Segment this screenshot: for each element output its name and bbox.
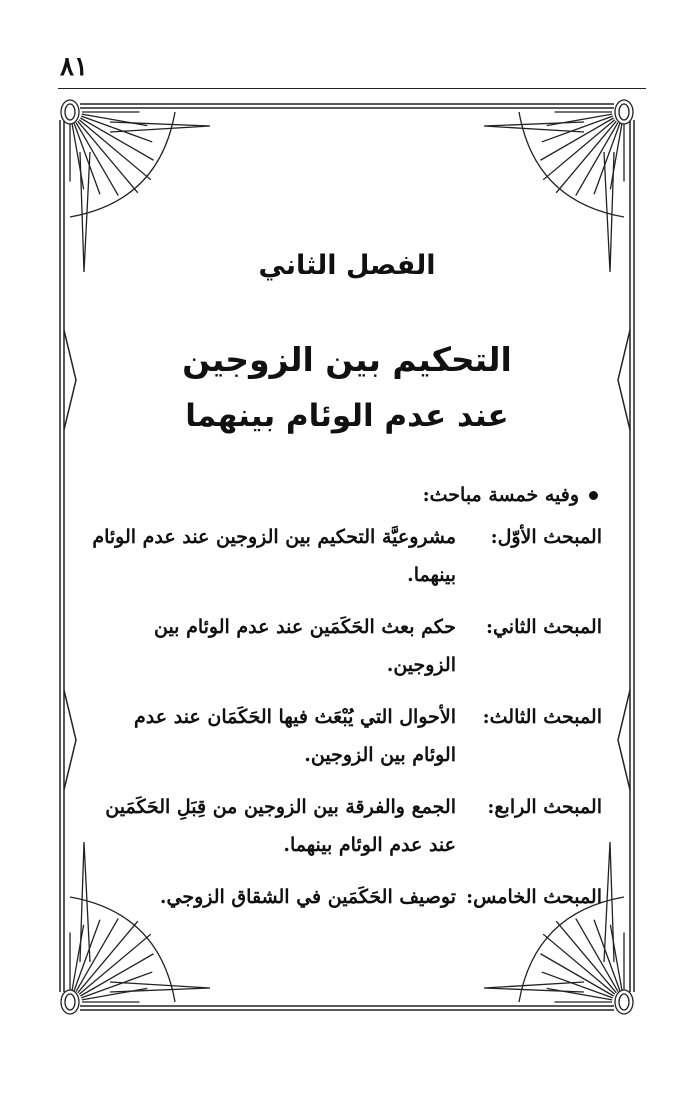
section-text: الجمع والفرقة بين الزوجين من قِبَلِ الحَكَمَين عند عدم الوئام بينهما.	[105, 796, 456, 856]
bullet-icon	[589, 491, 598, 500]
intro-line	[423, 484, 598, 506]
section-text: مشروعيَّة التحكيم بين الزوجين عند عدم الوئام بينهما.	[92, 526, 456, 586]
section-item	[92, 698, 602, 774]
section-item	[92, 878, 602, 916]
chapter-label: الفصل الثاني	[258, 250, 436, 281]
section-item	[92, 788, 602, 864]
section-label: المبحث الرابع:	[487, 796, 602, 818]
page-number: ٨١	[60, 52, 88, 82]
section-label: المبحث الخامس:	[466, 886, 602, 908]
section-text: حكم بعث الحَكَمَين عند عدم الوئام بين الزوجين.	[153, 616, 456, 676]
sections-list	[92, 518, 602, 930]
intro-text: وفيه خمسة مباحث:	[422, 484, 579, 506]
chapter-title: التحكيم بين الزوجين	[182, 340, 512, 379]
section-label: المبحث الثالث:	[482, 706, 602, 728]
section-item	[92, 518, 602, 594]
section-label: المبحث الثاني:	[485, 616, 602, 638]
section-text: الأحوال التي يُبْعَث فيها الحَكَمَان عند عدم الوئام بين الزوجين.	[134, 706, 456, 766]
section-text: توصيف الحَكَمَين في الشقاق الزوجي.	[159, 886, 456, 908]
chapter-subtitle: عند عدم الوئام بينهما	[185, 398, 509, 434]
corner-ornament-top-left	[61, 100, 210, 272]
section-item	[92, 608, 602, 684]
section-label: المبحث الأوّل:	[490, 526, 602, 548]
corner-ornament-top-right	[484, 100, 633, 272]
